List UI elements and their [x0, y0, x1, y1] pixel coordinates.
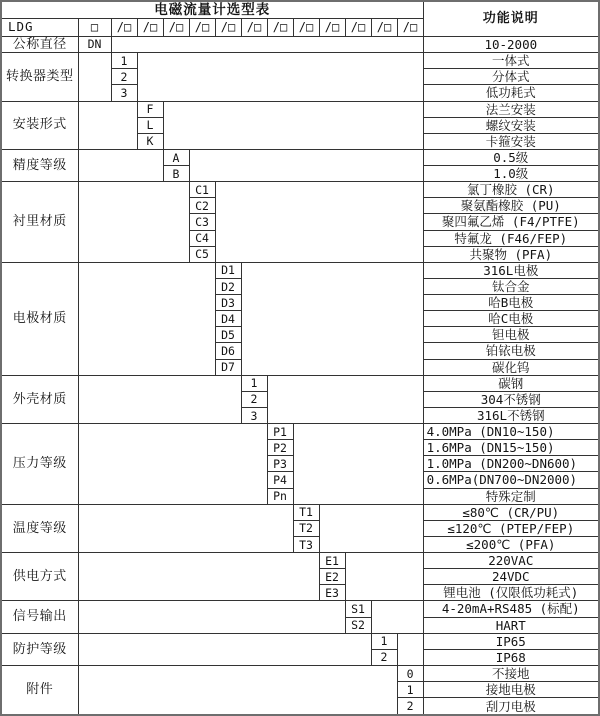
option-value-cell: 螺纹安装 — [423, 117, 599, 133]
option-value-cell: 1.6MPa (DN15~150) — [423, 440, 599, 456]
option-row — [1, 262, 599, 278]
order-code-slash-box: /□ — [293, 18, 319, 36]
spacer-cell — [78, 53, 111, 101]
option-code-cell: L — [137, 117, 163, 133]
spacer-cell — [371, 601, 423, 633]
spacer-cell — [111, 36, 423, 53]
option-value-cell: 碳钢 — [423, 375, 599, 391]
category-label-cell: 温度等级 — [1, 504, 78, 552]
category-label-cell: 电极材质 — [1, 262, 78, 375]
category-label-cell: 公称直径 — [1, 36, 78, 53]
option-code-cell: P3 — [267, 456, 293, 472]
diameter-code-cell: DN — [78, 36, 111, 53]
option-row — [1, 504, 599, 520]
order-code-slash-box: /□ — [345, 18, 371, 36]
option-code-cell: T1 — [293, 504, 319, 520]
function-column-header: 功能说明 — [423, 1, 599, 36]
option-code-cell: 0 — [397, 665, 423, 681]
option-code-cell: S2 — [345, 617, 371, 633]
option-value-cell: 锂电池 (仅限低功耗式) — [423, 585, 599, 601]
option-code-cell: 1 — [241, 375, 267, 391]
order-code-slash-box: /□ — [163, 18, 189, 36]
spacer-cell — [78, 553, 319, 601]
option-value-cell: 聚四氟乙烯 (F4/PTFE) — [423, 214, 599, 230]
option-code-cell: D5 — [215, 327, 241, 343]
option-code-cell: 1 — [397, 682, 423, 698]
option-value-cell: 一体式 — [423, 53, 599, 69]
option-row — [1, 424, 599, 440]
table-body — [1, 1, 599, 715]
model-code-cell: LDG — [1, 18, 78, 36]
spacer-cell — [137, 53, 423, 101]
option-row — [1, 633, 599, 649]
option-value-cell: 刮刀电极 — [423, 698, 599, 715]
option-code-cell: T2 — [293, 520, 319, 536]
option-value-cell: 氯丁橡胶 (CR) — [423, 182, 599, 198]
diameter-row — [1, 36, 599, 53]
option-value-cell: 220VAC — [423, 553, 599, 569]
order-code-slash-box: /□ — [267, 18, 293, 36]
option-value-cell: 卡箍安装 — [423, 133, 599, 149]
category-label-cell: 转换器类型 — [1, 53, 78, 101]
option-code-cell: K — [137, 133, 163, 149]
option-row — [1, 53, 599, 69]
spacer-cell — [241, 262, 423, 375]
category-label-cell: 附件 — [1, 665, 78, 715]
option-row — [1, 375, 599, 391]
option-code-cell: D2 — [215, 278, 241, 294]
option-code-cell: E2 — [319, 569, 345, 585]
spacer-cell — [78, 182, 189, 263]
spacer-cell — [78, 665, 397, 715]
option-code-cell: F — [137, 101, 163, 117]
option-value-cell: 4.0MPa (DN10~150) — [423, 424, 599, 440]
spacer-cell — [78, 504, 293, 552]
option-value-cell: 铂铱电极 — [423, 343, 599, 359]
order-code-box: □ — [78, 18, 111, 36]
order-code-slash-box: /□ — [397, 18, 423, 36]
spacer-cell — [397, 633, 423, 665]
title-row — [1, 1, 599, 18]
option-row — [1, 149, 599, 165]
spacer-cell — [189, 149, 423, 181]
option-code-cell: S1 — [345, 601, 371, 617]
option-code-cell: D3 — [215, 295, 241, 311]
spacer-cell — [293, 424, 423, 505]
option-code-cell: 2 — [241, 391, 267, 407]
category-label-cell: 精度等级 — [1, 149, 78, 181]
spacer-cell — [345, 553, 423, 601]
category-label-cell: 防护等级 — [1, 633, 78, 665]
option-value-cell: 法兰安装 — [423, 101, 599, 117]
option-code-cell: C2 — [189, 198, 215, 214]
order-code-slash-box: /□ — [319, 18, 345, 36]
spacer-cell — [78, 633, 371, 665]
option-row — [1, 601, 599, 617]
option-value-cell: IP68 — [423, 649, 599, 665]
option-value-cell: 钛合金 — [423, 278, 599, 294]
option-code-cell: 2 — [397, 698, 423, 715]
spacer-cell — [78, 375, 241, 423]
option-value-cell: 特氟龙 (F46/FEP) — [423, 230, 599, 246]
option-code-cell: C1 — [189, 182, 215, 198]
option-value-cell: 钽电极 — [423, 327, 599, 343]
option-code-cell: C5 — [189, 246, 215, 262]
option-value-cell: 4-20mA+RS485 (标配) — [423, 601, 599, 617]
option-code-cell: E3 — [319, 585, 345, 601]
order-code-slash-box: /□ — [137, 18, 163, 36]
spacer-cell — [215, 182, 423, 263]
option-value-cell: 1.0MPa (DN200~DN600) — [423, 456, 599, 472]
option-row — [1, 665, 599, 681]
option-value-cell: ≤80℃ (CR/PU) — [423, 504, 599, 520]
spacer-cell — [319, 504, 423, 552]
option-code-cell: A — [163, 149, 189, 165]
category-label-cell: 安装形式 — [1, 101, 78, 149]
option-value-cell: 碳化钨 — [423, 359, 599, 375]
order-code-slash-box: /□ — [189, 18, 215, 36]
option-value-cell: 聚氨酯橡胶 (PU) — [423, 198, 599, 214]
category-label-cell: 压力等级 — [1, 424, 78, 505]
category-label-cell: 供电方式 — [1, 553, 78, 601]
category-label-cell: 信号输出 — [1, 601, 78, 633]
option-code-cell: C3 — [189, 214, 215, 230]
option-row — [1, 182, 599, 198]
option-value-cell: HART — [423, 617, 599, 633]
order-code-slash-box: /□ — [371, 18, 397, 36]
option-value-cell: 低功耗式 — [423, 85, 599, 101]
option-value-cell: 304不锈钢 — [423, 391, 599, 407]
option-code-cell: C4 — [189, 230, 215, 246]
option-code-cell: E1 — [319, 553, 345, 569]
option-code-cell: 3 — [111, 85, 137, 101]
option-code-cell: 1 — [371, 633, 397, 649]
option-code-cell: P2 — [267, 440, 293, 456]
option-value-cell: 0.5级 — [423, 149, 599, 165]
spacer-cell — [78, 149, 163, 181]
option-code-cell: T3 — [293, 536, 319, 552]
option-code-cell: 1 — [111, 53, 137, 69]
diameter-value-cell: 10-2000 — [423, 36, 599, 53]
option-code-cell: B — [163, 166, 189, 182]
option-code-cell: D7 — [215, 359, 241, 375]
option-value-cell: 共聚物 (PFA) — [423, 246, 599, 262]
option-value-cell: 24VDC — [423, 569, 599, 585]
spacer-cell — [78, 601, 345, 633]
category-label-cell: 衬里材质 — [1, 182, 78, 263]
spacer-cell — [78, 101, 137, 149]
spacer-cell — [163, 101, 423, 149]
option-value-cell: ≤200℃ (PFA) — [423, 536, 599, 552]
option-value-cell: 哈C电极 — [423, 311, 599, 327]
spacer-cell — [78, 424, 267, 505]
order-code-slash-box: /□ — [111, 18, 137, 36]
option-code-cell: 2 — [111, 69, 137, 85]
option-value-cell: 特殊定制 — [423, 488, 599, 504]
option-code-cell: P4 — [267, 472, 293, 488]
option-value-cell: 分体式 — [423, 69, 599, 85]
option-row — [1, 101, 599, 117]
option-value-cell: 哈B电极 — [423, 295, 599, 311]
order-code-slash-box: /□ — [241, 18, 267, 36]
option-code-cell: D1 — [215, 262, 241, 278]
option-code-cell: 3 — [241, 407, 267, 423]
option-value-cell: ≤120℃ (PTEP/FEP) — [423, 520, 599, 536]
option-value-cell: 0.6MPa(DN700~DN2000) — [423, 472, 599, 488]
option-value-cell: 接地电极 — [423, 682, 599, 698]
option-row — [1, 553, 599, 569]
category-label-cell: 外壳材质 — [1, 375, 78, 423]
order-code-slash-box: /□ — [215, 18, 241, 36]
option-code-cell: P1 — [267, 424, 293, 440]
spacer-cell — [267, 375, 423, 423]
option-value-cell: 316L电极 — [423, 262, 599, 278]
option-code-cell: Pn — [267, 488, 293, 504]
option-code-cell: 2 — [371, 649, 397, 665]
option-value-cell: 316L不锈钢 — [423, 407, 599, 423]
option-code-cell: D4 — [215, 311, 241, 327]
option-value-cell: 1.0级 — [423, 166, 599, 182]
option-value-cell: IP65 — [423, 633, 599, 649]
option-code-cell: D6 — [215, 343, 241, 359]
spacer-cell — [78, 262, 215, 375]
page-title: 电磁流量计选型表 — [1, 1, 423, 18]
option-value-cell: 不接地 — [423, 665, 599, 681]
